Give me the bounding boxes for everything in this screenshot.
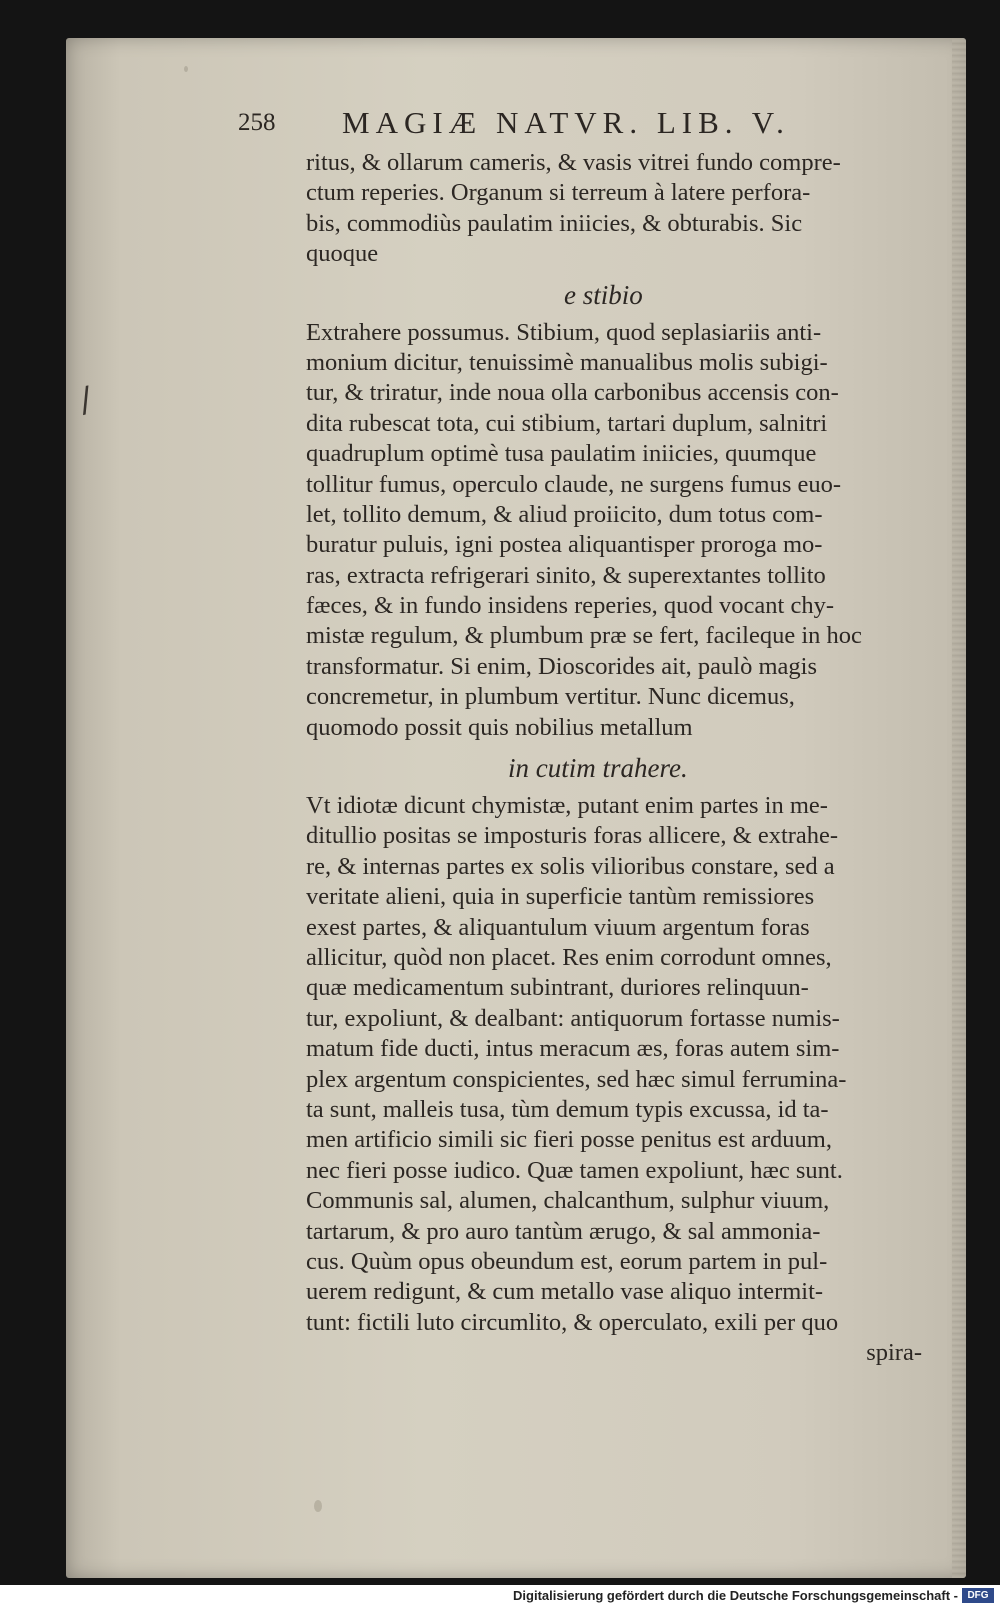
- text-line: let, tollito demum, & aliud proiicito, dum totus com-: [306, 500, 823, 528]
- section-heading-in-cutim-trahere: in cutim trahere.: [508, 753, 688, 784]
- page-number: 258: [238, 109, 276, 136]
- text-line: ditullio positas se imposturis foras allicere, & extrahe-: [306, 822, 839, 850]
- page-edge: [952, 38, 966, 1578]
- text-block: [306, 148, 928, 1368]
- text-line: monium dicitur, tenuissimè manualibus molis subigi-: [306, 348, 828, 376]
- text-line: ras, extracta refrigerari sinito, & superextantes tollito: [306, 561, 826, 589]
- text-line: tur, & triratur, inde noua olla carbonibus accensis con-: [306, 379, 839, 407]
- text-line: tartarum, & pro auro tantùm ærugo, & sal ammonia-: [306, 1217, 821, 1245]
- text-line: bis, commodiùs paulatim iniicies, & obturabis. Sic: [306, 209, 803, 237]
- margin-mark: /: [75, 379, 96, 421]
- text-line: men artificio simili sic fieri posse penitus est arduum,: [306, 1126, 832, 1154]
- text-line: mistæ regulum, & plumbum præ se fert, facileque in hoc: [306, 622, 862, 650]
- text-line: Vt idiotæ dicunt chymistæ, putant enim partes in me-: [306, 792, 828, 820]
- text-line: tunt: fictili luto circumlito, & operculato, exili per quo: [306, 1308, 839, 1336]
- text-line: ritus, & ollarum cameris, & vasis vitrei fundo compre-: [306, 149, 841, 176]
- text-line: quæ medicamentum subintrant, duriores relinquun-: [306, 974, 809, 1002]
- text-line: transformatur. Si enim, Dioscorides ait, paulò magis: [306, 652, 818, 680]
- text-line: buratur puluis, igni postea aliquantisper proroga mo-: [306, 531, 823, 559]
- running-title: MAGIÆ NATVR. LIB. V.: [342, 105, 790, 140]
- text-line: veritate alieni, quia in superficie tantùm remissiores: [306, 883, 815, 911]
- paragraph-3: [306, 791, 928, 1338]
- text-line: Communis sal, alumen, chalcanthum, sulphur viuum,: [306, 1187, 830, 1215]
- text-line: fæces, & in fundo insidens reperies, quod vocant chy-: [306, 592, 834, 620]
- text-line: nec fieri posse iudico. Quæ tamen expoliunt, hæc sunt.: [306, 1156, 843, 1184]
- paragraph-2: [306, 318, 928, 743]
- text-line: ctum reperies. Organum si terreum à latere perfora-: [306, 179, 811, 207]
- catchword: spira-: [866, 1339, 922, 1367]
- text-line: matum fide ducti, intus meracum æs, foras autem sim-: [306, 1035, 840, 1063]
- paper-blemish: [314, 1500, 322, 1512]
- text-line: tur, expoliunt, & dealbant: antiquorum fortasse numis-: [306, 1004, 840, 1032]
- text-line: uerem redigunt, & cum metallo vase aliquo intermit-: [306, 1278, 824, 1306]
- section-heading-e-stibio: e stibio: [564, 279, 643, 310]
- text-line: quadruplum optimè tusa paulatim iniicies, quumque: [306, 440, 817, 468]
- text-line: allicitur, quòd non placet. Res enim corrodunt omnes,: [306, 943, 832, 971]
- text-line: plex argentum conspicientes, sed hæc simul ferrumina-: [306, 1065, 847, 1093]
- text-line: concremetur, in plumbum vertitur. Nunc dicemus,: [306, 683, 795, 711]
- dfg-logo: DFG: [962, 1588, 994, 1603]
- text-line: re, & internas partes ex solis vilioribus constare, sed a: [306, 852, 835, 880]
- text-line: cus. Quùm opus obeundum est, eorum partem in pul-: [306, 1247, 828, 1275]
- text-line: exest partes, & aliquantulum viuum argentum foras: [306, 913, 810, 941]
- paragraph-1: [306, 148, 928, 270]
- text-line: quomodo possit quis nobilius metallum: [306, 713, 693, 741]
- text-line: quoque: [306, 240, 379, 268]
- text-line: ta sunt, malleis tusa, tùm demum typis excussa, id ta-: [306, 1095, 829, 1123]
- paper-blemish: [184, 66, 188, 72]
- funding-note: Digitalisierung gefördert durch die Deutsche Forschungsgemeinschaft -: [513, 1588, 958, 1603]
- text-line: Extrahere possumus. Stibium, quod seplasiariis anti-: [306, 318, 822, 346]
- text-line: dita rubescat tota, cui stibium, tartari duplum, salnitri: [306, 409, 828, 437]
- text-line: tollitur fumus, operculo claude, ne surgens fumus euo-: [306, 470, 842, 498]
